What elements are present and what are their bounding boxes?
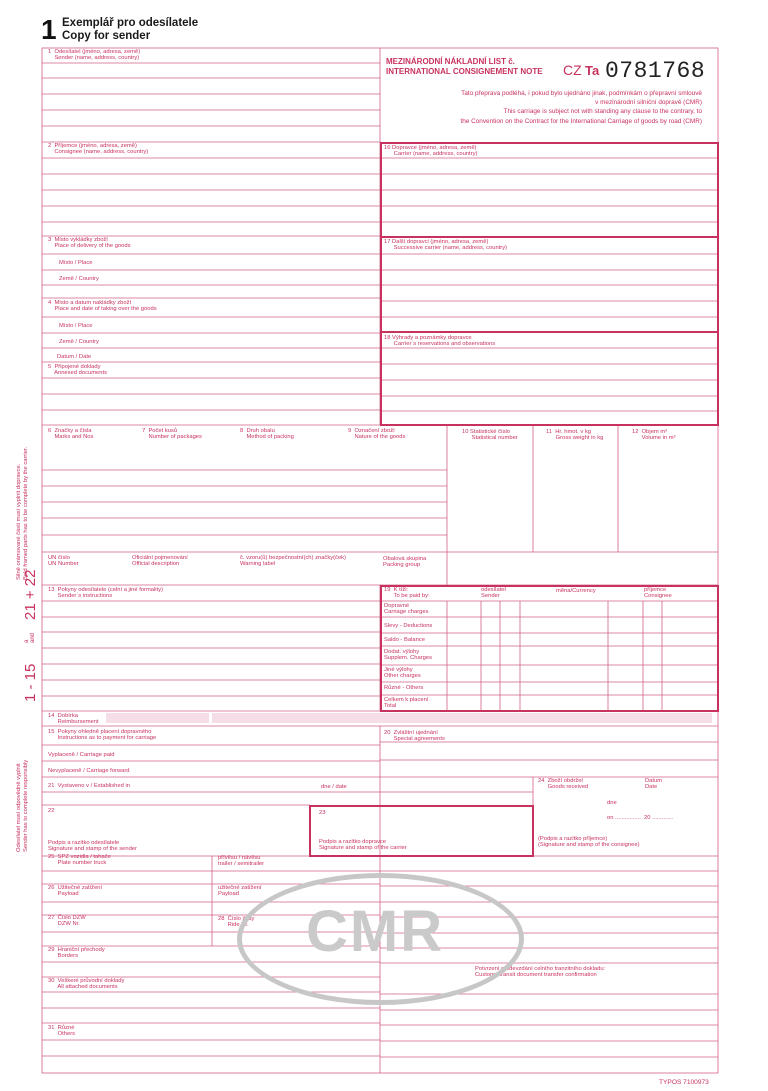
packing-group-label: Obalová skupina Packing group bbox=[383, 556, 427, 569]
customs-transit-label: Potvrzení o odevzdání celního tranzitního dokladu: Customs transit document transfer confirmation bbox=[475, 966, 606, 979]
warning-label-label: č. vzoru(ů) bezpečnostní(ch) značky(ček) Warning label bbox=[240, 555, 346, 568]
field-24-dne-label: dne bbox=[607, 800, 617, 806]
field-17-successive-label: 17 Další dopravci (jméno, adresa, země) Successive carrier (name, address, country) bbox=[384, 239, 508, 252]
convention-line-2: v mezinárodní silniční dopravě (CMR) bbox=[595, 99, 702, 107]
field-19-consignee-label: příjemce Consignee bbox=[644, 587, 672, 600]
convention-line-4: the Convention on the Contract for the International Carriage of goods by road (CMR) bbox=[460, 117, 702, 125]
charges-carriage-label: Dopravné Carriage charges bbox=[384, 603, 429, 616]
side-and: a and bbox=[24, 632, 36, 643]
charges-total-label: Celkem k placení Total bbox=[384, 697, 429, 710]
footer-code: TYPOS 7100973 bbox=[659, 1079, 709, 1086]
carriage-paid-label: Vyplaceně / Carriage paid bbox=[48, 752, 115, 758]
field-19-paid-by-label: 19 K tíži: To be paid by: bbox=[384, 587, 430, 600]
field-13-instructions-label: 13 Pokyny odesílatele (celní a jiné formality) Sender´s instructions bbox=[48, 587, 164, 600]
field-21-date-label: dne / date bbox=[321, 784, 347, 790]
charges-deductions-label: Slevy - Deductions bbox=[384, 623, 433, 629]
field-9-nature-label: 9 Označení zboží Nature of the goods bbox=[348, 428, 406, 441]
field-23-label: 23 bbox=[319, 810, 326, 816]
charges-other-label: Jiné výlohy Other charges bbox=[384, 667, 421, 680]
field-24-received-label: 24 Zboží obdržel Goods received bbox=[538, 778, 589, 791]
field-12-volume-label: 12 Objem m³ Volume in m³ bbox=[632, 429, 676, 442]
field-7-packages-label: 7 Počet kusů Number of packages bbox=[142, 428, 202, 441]
un-number-label: UN číslo UN Number bbox=[48, 555, 79, 568]
field-22-label: 22 bbox=[48, 808, 55, 814]
field-4-takeover-label: 4 Místo a datum nakládky zboží Place and date of taking over the goods bbox=[48, 300, 157, 313]
field-26-trailer-payload-label: užitečné zatížení Payload bbox=[218, 885, 262, 898]
field-15-payment-label: 15 Pokyny ohledně placení dopravného Instructions as to payment for carriage bbox=[48, 729, 157, 742]
official-description-label: Oficiální pojmenování Official description bbox=[132, 555, 188, 568]
copy-title-cz: Exemplář pro odesílatele bbox=[62, 17, 199, 29]
field-4-country-label: Země / Country bbox=[59, 339, 99, 345]
field-5-annexed-label: 5 Připojené doklady Annexed documents bbox=[48, 364, 107, 377]
document-title bbox=[386, 57, 543, 77]
document-number: 0781768 bbox=[605, 58, 706, 84]
field-16-carrier-label: 16 Dopravce (jméno, adresa, země) Carrier (name, address, country) bbox=[384, 145, 478, 158]
field-20-special-label: 20 Zvláštní ujednání Special agreements bbox=[384, 730, 445, 743]
field-24-date-label: Datum Date bbox=[645, 778, 663, 791]
series-code: Ta bbox=[585, 63, 600, 78]
field-6-marks-label: 6 Značky a čísla Marks and Nos bbox=[48, 428, 94, 441]
field-19-currency-label: měna/Currency bbox=[556, 588, 596, 594]
field-26-payload-label: 26 Užitečné zatížení Payload bbox=[48, 885, 103, 898]
field-3-delivery-label: 3 Místo vykládky zboží Place of delivery of the goods bbox=[48, 237, 131, 250]
field-8-packing-label: 8 Druh obalu Method of packing bbox=[240, 428, 294, 441]
cmr-watermark-text: CMR bbox=[306, 899, 445, 964]
field-3-place-label: Místo / Place bbox=[59, 260, 93, 266]
sender-signature-label: Podpis a razítko odesílatele Signature and stamp of the sender bbox=[48, 840, 137, 853]
field-4-place-label: Místo / Place bbox=[59, 323, 93, 329]
field-25-trailer-label: přívěsu / návěsu trailer / semitrailer bbox=[218, 855, 265, 868]
field-21-established-label: 21 Vystaveno v / Established in bbox=[48, 783, 130, 789]
field-27-dzw-label: 27 Číslo DZW DZW Nr. bbox=[48, 915, 86, 928]
copy-number: 1 bbox=[41, 14, 57, 45]
consignee-signature-label: (Podpis a razítko příjemce) (Signature and stamp of the consignee) bbox=[538, 836, 640, 849]
side-range: 1 - 15 bbox=[22, 663, 39, 702]
side-plus: 21 + 22 bbox=[22, 569, 39, 620]
charges-balance-label: Saldo - Balance bbox=[384, 637, 425, 643]
field-11-weight-label: 11 Hr. hmot. v kg Gross weight in kg bbox=[546, 429, 604, 442]
field-1-sender-label: 1 Odesílatel (jméno, adresa, země) Sender (name, address, country) bbox=[48, 49, 141, 62]
convention-line-1: Tato přeprava podléhá, i pokud bylo ujednáno jinak, podmínkám o přepravní smlouvě bbox=[461, 90, 702, 97]
document-title-cz: MEZINÁRODNÍ NÁKLADNÍ LIST č. bbox=[386, 57, 515, 66]
charges-misc-label: Různé - Others bbox=[384, 685, 424, 691]
field-3-country-label: Země / Country bbox=[59, 276, 99, 282]
field-31-others-label: 31 Různé Others bbox=[48, 1025, 76, 1038]
field-14-reimbursement-label: 14 Dobírka Reimbursement bbox=[48, 713, 99, 726]
field-28-ride-label: 28 Číslo jízdy Ride Nr. bbox=[218, 916, 255, 929]
country-code: CZ bbox=[563, 62, 582, 78]
carriage-forward-label: Nevyplaceně / Carriage forward bbox=[48, 768, 130, 774]
carrier-signature-label: Podpis a razítko dopravce Signature and stamp of the carrier bbox=[319, 839, 407, 852]
convention-line-3: This carriage is subject not with standing any clause to the contrary, to bbox=[503, 108, 702, 116]
field-2-consignee-label: 2 Příjemce (jméno, adresa, země) Consignee (name, address, country) bbox=[48, 143, 149, 156]
convention-text bbox=[384, 89, 702, 126]
field-24-on-label: on ................ 20 ............. bbox=[607, 815, 674, 821]
copy-title-en: Copy for sender bbox=[62, 30, 151, 42]
field-30-documents-label: 30 Veškeré průvodní doklady All attached documents bbox=[48, 978, 125, 991]
field-29-borders-label: 29 Hraniční přechody Borders bbox=[48, 947, 105, 960]
side-bold-frame-note: Silně orámované části musí vyplnit dopravce. Bold framed parts has to be complete by the carrier. bbox=[16, 446, 29, 580]
charges-supplementary-label: Dodat. výlohy Supplem. Charges bbox=[384, 649, 433, 662]
side-sender-note: Odesílatel musí odpovědně vyplnit Sender has to complete responsibly bbox=[16, 759, 29, 852]
field-18-reservations-label: 18 Výhrady a poznámky dopravce Carrier´s reservations and observations bbox=[384, 335, 496, 348]
field-19-sender-label: odesílatel Sender bbox=[481, 587, 506, 600]
field-25-plate-label: 25 SPZ vozidla / tahače Plate number truck bbox=[48, 854, 111, 867]
document-title-en: INTERNATIONAL CONSIGNEMENT NOTE bbox=[386, 67, 543, 76]
field-4-date-label: Datum / Date bbox=[57, 354, 92, 360]
field-10-statistical-label: 10 Statistické číslo Statistical number bbox=[462, 429, 518, 442]
